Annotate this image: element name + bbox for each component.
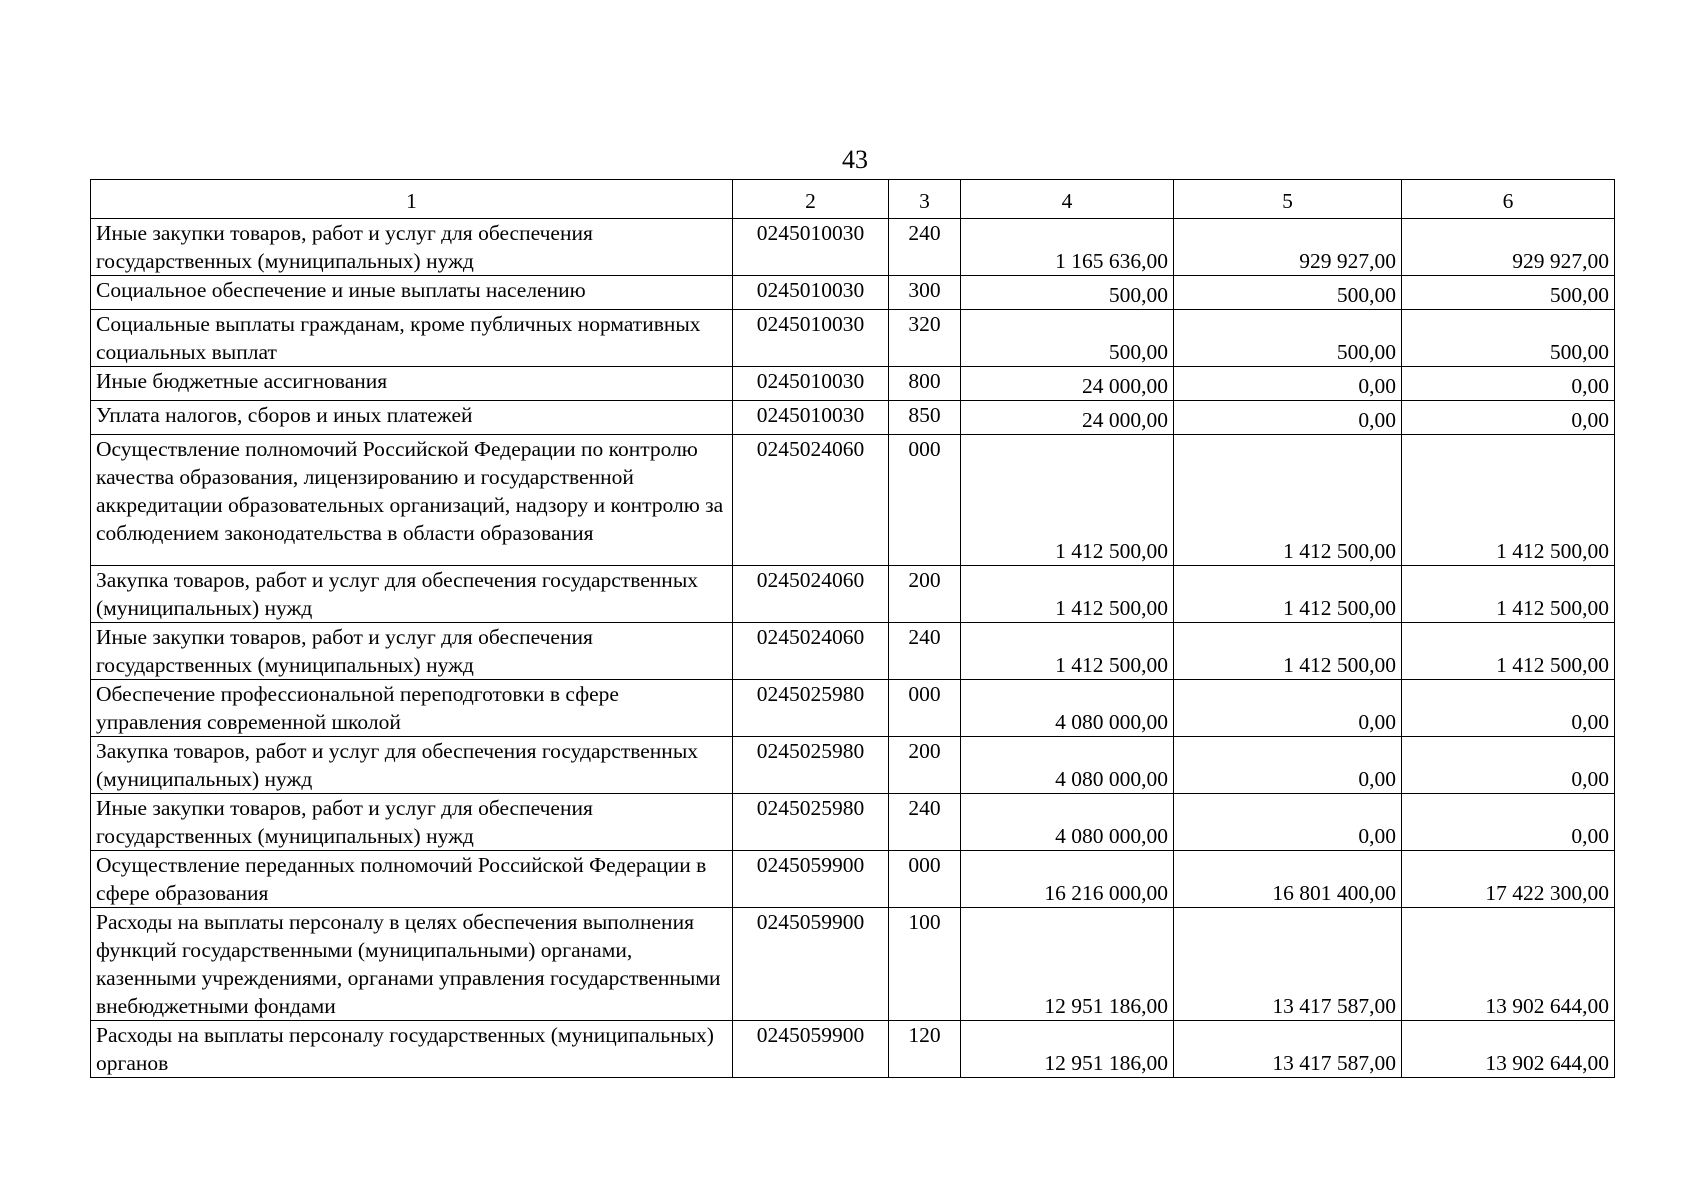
amount-col-4: 12 951 186,00 — [961, 908, 1174, 1021]
target-code: 0245059900 — [733, 851, 889, 908]
row-label: Социальные выплаты гражданам, кроме публичных нормативных социальных выплат — [91, 310, 733, 367]
row-label: Иные закупки товаров, работ и услуг для обеспечения государственных (муниципальных) нужд — [91, 219, 733, 276]
amount-col-4: 1 412 500,00 — [961, 566, 1174, 623]
target-code: 0245010030 — [733, 401, 889, 435]
row-label: Обеспечение профессиональной переподготовки в сфере управления современной школой — [91, 680, 733, 737]
table-row — [91, 794, 1615, 851]
target-code: 0245025980 — [733, 737, 889, 794]
target-code: 0245024060 — [733, 566, 889, 623]
target-code: 0245025980 — [733, 794, 889, 851]
target-code: 0245024060 — [733, 623, 889, 680]
amount-col-5: 1 412 500,00 — [1174, 435, 1402, 566]
target-code: 0245010030 — [733, 310, 889, 367]
expense-type-code: 000 — [889, 851, 961, 908]
table-row — [91, 310, 1615, 367]
amount-col-4: 500,00 — [961, 276, 1174, 310]
amount-col-5: 0,00 — [1174, 401, 1402, 435]
amount-col-5: 0,00 — [1174, 794, 1402, 851]
table-row — [91, 851, 1615, 908]
table-row — [91, 219, 1615, 276]
amount-col-4: 12 951 186,00 — [961, 1021, 1174, 1078]
budget-table — [90, 179, 1615, 1078]
column-header: 4 — [961, 180, 1174, 219]
amount-col-4: 4 080 000,00 — [961, 737, 1174, 794]
expense-type-code: 100 — [889, 908, 961, 1021]
amount-col-6: 1 412 500,00 — [1402, 623, 1615, 680]
target-code: 0245010030 — [733, 219, 889, 276]
amount-col-6: 1 412 500,00 — [1402, 435, 1615, 566]
expense-type-code: 120 — [889, 1021, 961, 1078]
amount-col-5: 16 801 400,00 — [1174, 851, 1402, 908]
amount-col-4: 4 080 000,00 — [961, 794, 1174, 851]
amount-col-4: 1 412 500,00 — [961, 435, 1174, 566]
amount-col-6: 17 422 300,00 — [1402, 851, 1615, 908]
target-code: 0245024060 — [733, 435, 889, 566]
amount-col-5: 500,00 — [1174, 276, 1402, 310]
column-header: 6 — [1402, 180, 1615, 219]
target-code: 0245059900 — [733, 908, 889, 1021]
amount-col-5: 1 412 500,00 — [1174, 566, 1402, 623]
expense-type-code: 240 — [889, 623, 961, 680]
amount-col-4: 24 000,00 — [961, 367, 1174, 401]
amount-col-5: 500,00 — [1174, 310, 1402, 367]
column-header: 3 — [889, 180, 961, 219]
table-row — [91, 737, 1615, 794]
amount-col-5: 13 417 587,00 — [1174, 1021, 1402, 1078]
row-label: Осуществление переданных полномочий Российской Федерации в сфере образования — [91, 851, 733, 908]
target-code: 0245010030 — [733, 367, 889, 401]
expense-type-code: 240 — [889, 219, 961, 276]
expense-type-code: 200 — [889, 566, 961, 623]
expense-type-code: 850 — [889, 401, 961, 435]
row-label: Расходы на выплаты персоналу государственных (муниципальных) органов — [91, 1021, 733, 1078]
amount-col-4: 1 165 636,00 — [961, 219, 1174, 276]
amount-col-6: 929 927,00 — [1402, 219, 1615, 276]
row-label: Иные бюджетные ассигнования — [91, 367, 733, 401]
row-label: Закупка товаров, работ и услуг для обеспечения государственных (муниципальных) нужд — [91, 737, 733, 794]
row-label: Осуществление полномочий Российской Федерации по контролю качества образования, лицензированию и государственной аккредитации образовательных организаций, надзору и контролю за соблюдением законодательства в области образования — [91, 435, 733, 566]
amount-col-6: 500,00 — [1402, 310, 1615, 367]
expense-type-code: 000 — [889, 680, 961, 737]
row-label: Социальное обеспечение и иные выплаты населению — [91, 276, 733, 310]
column-header: 2 — [733, 180, 889, 219]
amount-col-6: 0,00 — [1402, 367, 1615, 401]
amount-col-6: 0,00 — [1402, 401, 1615, 435]
amount-col-5: 13 417 587,00 — [1174, 908, 1402, 1021]
row-label: Иные закупки товаров, работ и услуг для обеспечения государственных (муниципальных) нужд — [91, 794, 733, 851]
row-label: Закупка товаров, работ и услуг для обеспечения государственных (муниципальных) нужд — [91, 566, 733, 623]
amount-col-6: 13 902 644,00 — [1402, 908, 1615, 1021]
table-row — [91, 680, 1615, 737]
expense-type-code: 300 — [889, 276, 961, 310]
amount-col-4: 4 080 000,00 — [961, 680, 1174, 737]
row-label: Расходы на выплаты персоналу в целях обеспечения выполнения функций государственными (муниципальными) органами, казенными учреждениями, органами управления государственными внебюджетными фондами — [91, 908, 733, 1021]
row-label: Иные закупки товаров, работ и услуг для обеспечения государственных (муниципальных) нужд — [91, 623, 733, 680]
amount-col-6: 0,00 — [1402, 794, 1615, 851]
amount-col-5: 1 412 500,00 — [1174, 623, 1402, 680]
amount-col-4: 16 216 000,00 — [961, 851, 1174, 908]
table-row — [91, 1021, 1615, 1078]
amount-col-5: 0,00 — [1174, 367, 1402, 401]
row-label: Уплата налогов, сборов и иных платежей — [91, 401, 733, 435]
table-row — [91, 367, 1615, 401]
table-row — [91, 276, 1615, 310]
column-header: 5 — [1174, 180, 1402, 219]
expense-type-code: 200 — [889, 737, 961, 794]
table-row — [91, 401, 1615, 435]
expense-type-code: 800 — [889, 367, 961, 401]
table-row — [91, 435, 1615, 566]
target-code: 0245010030 — [733, 276, 889, 310]
amount-col-4: 500,00 — [961, 310, 1174, 367]
amount-col-6: 0,00 — [1402, 680, 1615, 737]
table-row — [91, 623, 1615, 680]
table-row — [91, 908, 1615, 1021]
expense-type-code: 000 — [889, 435, 961, 566]
amount-col-6: 13 902 644,00 — [1402, 1021, 1615, 1078]
table-row — [91, 566, 1615, 623]
amount-col-6: 0,00 — [1402, 737, 1615, 794]
amount-col-5: 929 927,00 — [1174, 219, 1402, 276]
expense-type-code: 240 — [889, 794, 961, 851]
page-number: 43 — [842, 145, 868, 174]
table-body — [91, 219, 1615, 1078]
amount-col-6: 500,00 — [1402, 276, 1615, 310]
expense-type-code: 320 — [889, 310, 961, 367]
amount-col-6: 1 412 500,00 — [1402, 566, 1615, 623]
target-code: 0245059900 — [733, 1021, 889, 1078]
column-header: 1 — [91, 180, 733, 219]
amount-col-5: 0,00 — [1174, 680, 1402, 737]
target-code: 0245025980 — [733, 680, 889, 737]
amount-col-4: 1 412 500,00 — [961, 623, 1174, 680]
amount-col-4: 24 000,00 — [961, 401, 1174, 435]
header-row — [91, 180, 1615, 219]
amount-col-5: 0,00 — [1174, 737, 1402, 794]
